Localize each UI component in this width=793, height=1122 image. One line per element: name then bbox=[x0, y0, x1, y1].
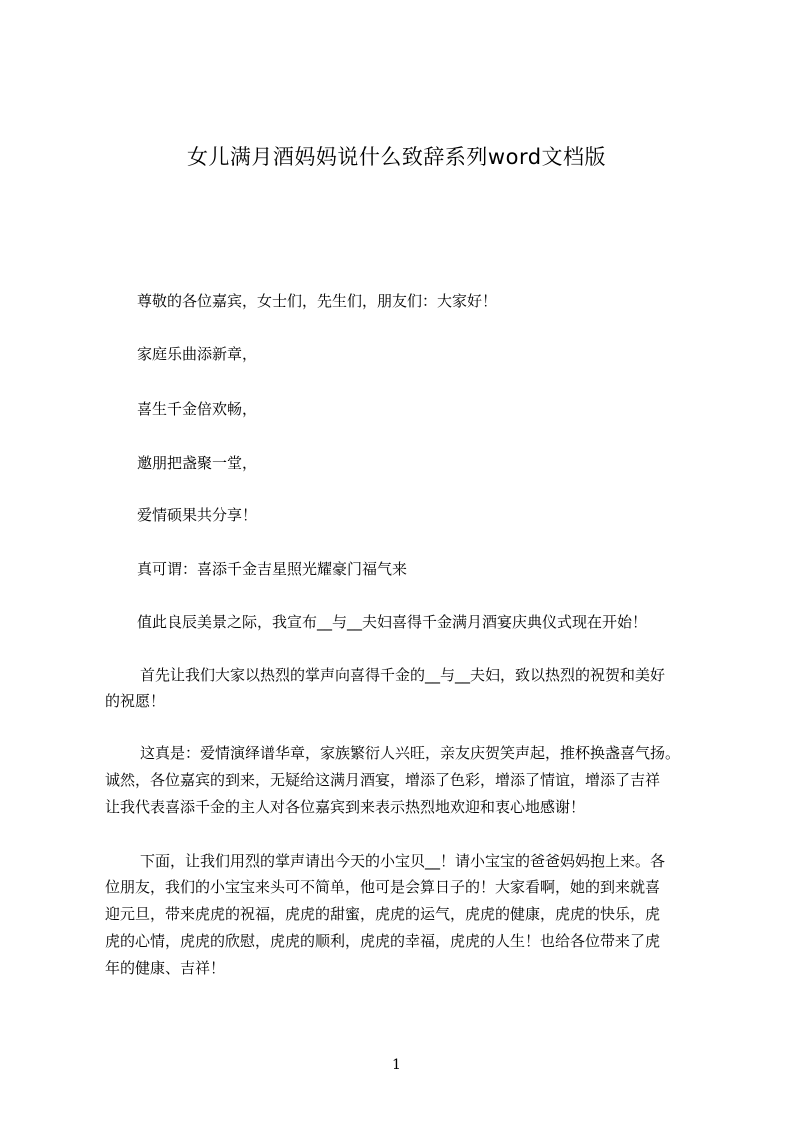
announcement-line: 值此良辰美景之际，我宣布__与__夫妇喜得千金满月酒宴庆典仪式现在开始！ bbox=[137, 613, 648, 631]
paragraph-3-line-5: 年的健康、吉祥！ bbox=[105, 959, 226, 977]
paragraph-3-line-4: 虎的心情，虎虎的欣慰，虎虎的顺利，虎虎的幸福，虎虎的人生！也给各位带来了虎 bbox=[105, 932, 661, 950]
verse-line-2: 喜生千金倍欢畅， bbox=[137, 400, 258, 418]
verse-line-5: 真可谓：喜添千金吉星照光耀豪门福气来 bbox=[137, 560, 408, 578]
paragraph-2-line-2: 诚然，各位嘉宾的到来，无疑给这满月酒宴，增添了色彩，增添了情谊，增添了吉祥 bbox=[105, 771, 661, 789]
page-number: 1 bbox=[392, 1057, 401, 1073]
paragraph-2-line-3: 让我代表喜添千金的主人对各位嘉宾到来表示热烈地欢迎和衷心地感谢！ bbox=[105, 798, 586, 816]
paragraph-3-line-1: 下面，让我们用烈的掌声请出今天的小宝贝__！请小宝宝的爸爸妈妈抱上来。各 bbox=[140, 852, 666, 870]
verse-line-1: 家庭乐曲添新章， bbox=[137, 345, 258, 363]
paragraph-3-line-3: 迎元旦，带来虎虎的祝福，虎虎的甜蜜，虎虎的运气，虎虎的健康，虎虎的快乐，虎 bbox=[105, 905, 661, 923]
verse-line-4: 爱情硕果共分享！ bbox=[137, 506, 258, 524]
paragraph-1-line-2: 的祝愿！ bbox=[105, 692, 166, 710]
greeting-line: 尊敬的各位嘉宾，女士们，先生们，朋友们：大家好！ bbox=[137, 292, 498, 310]
paragraph-3-line-2: 位朋友，我们的小宝宝来头可不简单，他可是会算日子的！大家看啊，她的到来就喜 bbox=[105, 878, 661, 896]
verse-line-3: 邀朋把盏聚一堂， bbox=[137, 454, 258, 472]
document-title: 女儿满月酒妈妈说什么致辞系列word文档版 bbox=[186, 145, 607, 169]
paragraph-2-line-1: 这真是：爱情演绎谱华章，家族繁衍人兴旺，亲友庆贺笑声起，推杯换盏喜气扬。 bbox=[140, 744, 681, 762]
paragraph-1-line-1: 首先让我们大家以热烈的掌声向喜得千金的__与__夫妇，致以热烈的祝贺和美好 bbox=[140, 666, 666, 684]
